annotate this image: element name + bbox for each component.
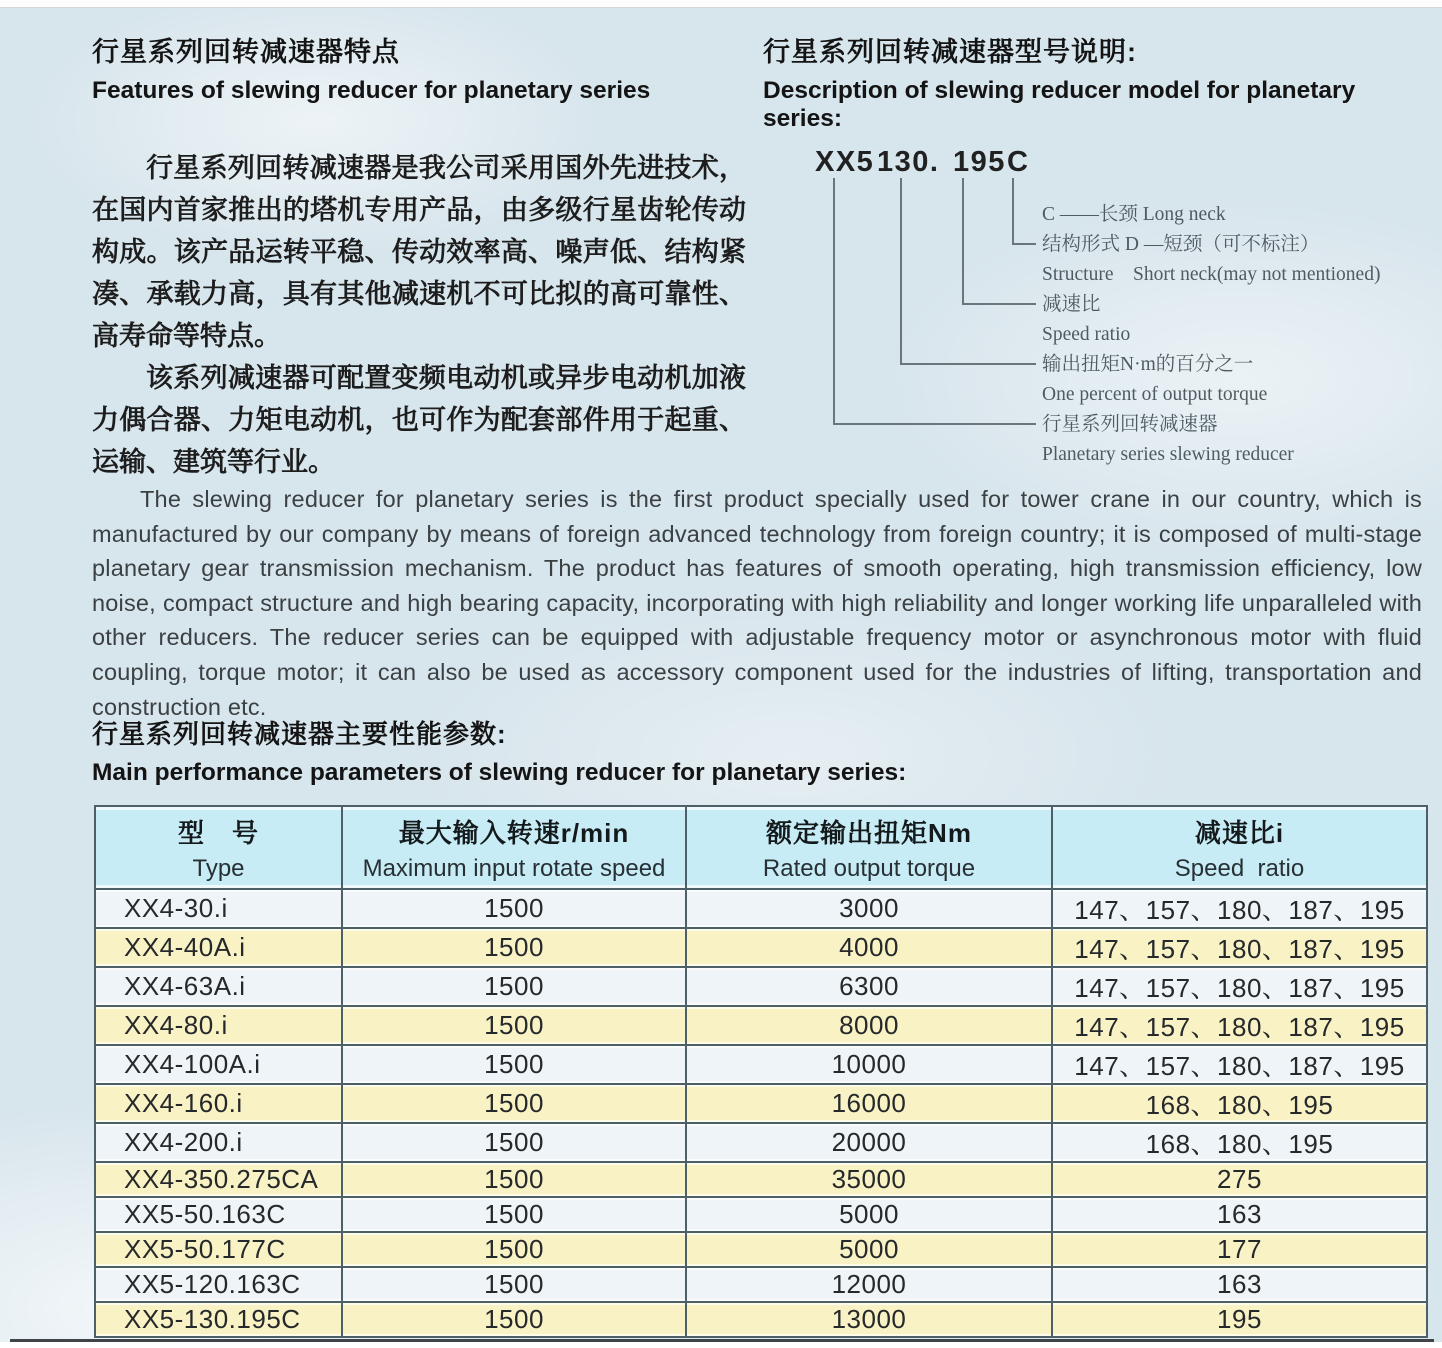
features-paragraph: 行星系列回转减速器是我公司采用国外先进技术，在国内首家推出的塔机专用产品，由多级行星齿轮传动构成。该产品运转平稳、传动效率高、噪声低、结构紧凑、承载力高，具有其他减速机不可比拟的高可靠性、高寿命等特点。 xyxy=(92,153,746,351)
performance-title-en: Main performance parameters of slewing reducer for planetary series: xyxy=(92,759,907,786)
table-row xyxy=(95,1123,1427,1162)
cell-type: XX5-130.195C xyxy=(95,1302,342,1337)
cell-type: XX5-50.163C xyxy=(95,1197,342,1232)
cell-max-input-speed: 1500 xyxy=(342,1162,686,1197)
features-paragraph: 该系列减速器可配置变频电动机或异步电动机加液力偶合器、力矩电动机，也可作为配套部件用于起重、运输、建筑等行业。 xyxy=(92,363,746,477)
cell-rated-output-torque: 3000 xyxy=(686,889,1052,928)
header-max-input-speed xyxy=(342,806,686,889)
cell-rated-output-torque: 6300 xyxy=(686,967,1052,1006)
intro-paragraph-en: The slewing reducer for planetary series is the first product specially used for tower crane in our country, which is manufactured by our company by means of foreign advanced technology from foreign country; it is composed of multi-stage planetary gear transmission mechanism. The product has features of smooth operating, high transmission efficiency, low noise, compact structure and high bearing capacity, incorporating with high reliability and longer working life unparalleled with other reducers. The reducer series can be equipped with adjustable frequency motor or asynchronous motor with fluid coupling, torque motor; it can also be used as accessory component used for the industries of lifting, transportation and construction etc. xyxy=(92,486,1422,720)
header-rated-output-torque-en: Rated output torque xyxy=(762,854,976,882)
cell-max-input-speed: 1500 xyxy=(342,1045,686,1084)
model-segment-structure: C xyxy=(1007,146,1030,178)
callout-line: C ——长颈 Long neck xyxy=(1042,204,1226,225)
cell-type: XX5-50.177C xyxy=(95,1232,342,1267)
performance-section-header xyxy=(92,714,1292,787)
features-title-zh: 行星系列回转减速器特点 xyxy=(92,37,400,67)
cell-type: XX4-63A.i xyxy=(95,967,342,1006)
features-title-en: Features of slewing reducer for planetary series xyxy=(92,77,651,104)
callout-line: 减速比 xyxy=(1042,294,1101,315)
features-section-header xyxy=(92,30,752,105)
table-row xyxy=(95,1302,1427,1337)
cell-speed-ratio: 163 xyxy=(1052,1267,1427,1302)
cell-max-input-speed: 1500 xyxy=(342,1084,686,1123)
cell-max-input-speed: 1500 xyxy=(342,1302,686,1337)
performance-title-zh: 行星系列回转减速器主要性能参数: xyxy=(92,719,507,749)
table-row xyxy=(95,1084,1427,1123)
cell-speed-ratio: 147、157、180、187、195 xyxy=(1052,889,1427,928)
cell-speed-ratio: 147、157、180、187、195 xyxy=(1052,928,1427,967)
table-row xyxy=(95,967,1427,1006)
cell-rated-output-torque: 20000 xyxy=(686,1123,1052,1162)
callout-line: Planetary series slewing reducer xyxy=(1042,444,1294,465)
cell-type: XX5-120.163C xyxy=(95,1267,342,1302)
model-code xyxy=(0,146,1442,178)
model-title-en: Description of slewing reducer model for planetary series: xyxy=(763,77,1356,132)
cell-rated-output-torque: 8000 xyxy=(686,1006,1052,1045)
performance-table xyxy=(94,805,1428,1338)
cell-type: XX4-80.i xyxy=(95,1006,342,1045)
header-max-input-speed-en: Maximum input rotate speed xyxy=(362,854,666,882)
cell-type: XX4-30.i xyxy=(95,889,342,928)
header-speed-ratio-en: Speed ratio xyxy=(1174,854,1305,882)
table-row xyxy=(95,928,1427,967)
cell-speed-ratio: 147、157、180、187、195 xyxy=(1052,1006,1427,1045)
callout-line: One percent of output torque xyxy=(1042,384,1268,405)
table-row xyxy=(95,1006,1427,1045)
cell-max-input-speed: 1500 xyxy=(342,967,686,1006)
table-row xyxy=(95,1162,1427,1197)
model-section-header xyxy=(763,30,1439,133)
cell-speed-ratio: 168、180、195 xyxy=(1052,1123,1427,1162)
cell-max-input-speed: 1500 xyxy=(342,1006,686,1045)
table-row xyxy=(95,1197,1427,1232)
cell-rated-output-torque: 16000 xyxy=(686,1084,1052,1123)
model-connector-line xyxy=(1012,178,1036,245)
cell-rated-output-torque: 10000 xyxy=(686,1045,1052,1084)
table-header-row xyxy=(95,806,1427,889)
callout-line: Structure Short neck(may not mentioned) xyxy=(1042,264,1381,285)
cell-max-input-speed: 1500 xyxy=(342,889,686,928)
cell-speed-ratio: 177 xyxy=(1052,1232,1427,1267)
header-max-input-speed-zh: 最大输入转速r/min xyxy=(398,817,630,848)
cell-max-input-speed: 1500 xyxy=(342,1197,686,1232)
table-row xyxy=(95,1232,1427,1267)
page-top-margin xyxy=(0,0,1442,8)
callout-line: 行星系列回转减速器 xyxy=(1042,414,1218,435)
cell-max-input-speed: 1500 xyxy=(342,1267,686,1302)
header-rated-output-torque-zh: 额定输出扭矩Nm xyxy=(766,817,972,848)
cell-speed-ratio: 147、157、180、187、195 xyxy=(1052,967,1427,1006)
callout-line: 输出扭矩N·m的百分之一 xyxy=(1042,354,1254,375)
cell-speed-ratio: 147、157、180、187、195 xyxy=(1052,1045,1427,1084)
header-speed-ratio-zh: 减速比i xyxy=(1194,817,1285,848)
table-row xyxy=(95,1267,1427,1302)
cell-max-input-speed: 1500 xyxy=(342,1123,686,1162)
cell-rated-output-torque: 35000 xyxy=(686,1162,1052,1197)
cell-max-input-speed: 1500 xyxy=(342,1232,686,1267)
model-segment-torque: 130. xyxy=(877,146,940,178)
cell-rated-output-torque: 5000 xyxy=(686,1197,1052,1232)
callout-line: Speed ratio xyxy=(1042,324,1131,345)
cell-type: XX4-100A.i xyxy=(95,1045,342,1084)
header-type xyxy=(95,806,342,889)
model-callout-labels xyxy=(1042,200,1442,470)
page-bottom-margin xyxy=(0,1342,1442,1348)
model-title-zh: 行星系列回转减速器型号说明: xyxy=(763,37,1137,67)
header-type-en: Type xyxy=(192,854,245,882)
callout-line: 结构形式 D —短颈（可不标注） xyxy=(1042,234,1320,255)
cell-rated-output-torque: 5000 xyxy=(686,1232,1052,1267)
performance-table-body xyxy=(95,889,1427,1337)
cell-speed-ratio: 195 xyxy=(1052,1302,1427,1337)
features-body-zh xyxy=(92,147,746,483)
table-row xyxy=(95,1045,1427,1084)
cell-type: XX4-350.275CA xyxy=(95,1162,342,1197)
cell-speed-ratio: 275 xyxy=(1052,1162,1427,1197)
cell-type: XX4-160.i xyxy=(95,1084,342,1123)
cell-speed-ratio: 168、180、195 xyxy=(1052,1084,1427,1123)
header-rated-output-torque xyxy=(686,806,1052,889)
cell-type: XX4-40A.i xyxy=(95,928,342,967)
model-segment-ratio: 195 xyxy=(953,146,1006,178)
cell-rated-output-torque: 12000 xyxy=(686,1267,1052,1302)
cell-type: XX4-200.i xyxy=(95,1123,342,1162)
table-row xyxy=(95,889,1427,928)
cell-speed-ratio: 163 xyxy=(1052,1197,1427,1232)
cell-rated-output-torque: 13000 xyxy=(686,1302,1052,1337)
cell-max-input-speed: 1500 xyxy=(342,928,686,967)
cell-rated-output-torque: 4000 xyxy=(686,928,1052,967)
header-type-zh: 型 号 xyxy=(177,817,259,848)
model-segment-series: XX5 xyxy=(815,146,875,178)
header-speed-ratio xyxy=(1052,806,1427,889)
